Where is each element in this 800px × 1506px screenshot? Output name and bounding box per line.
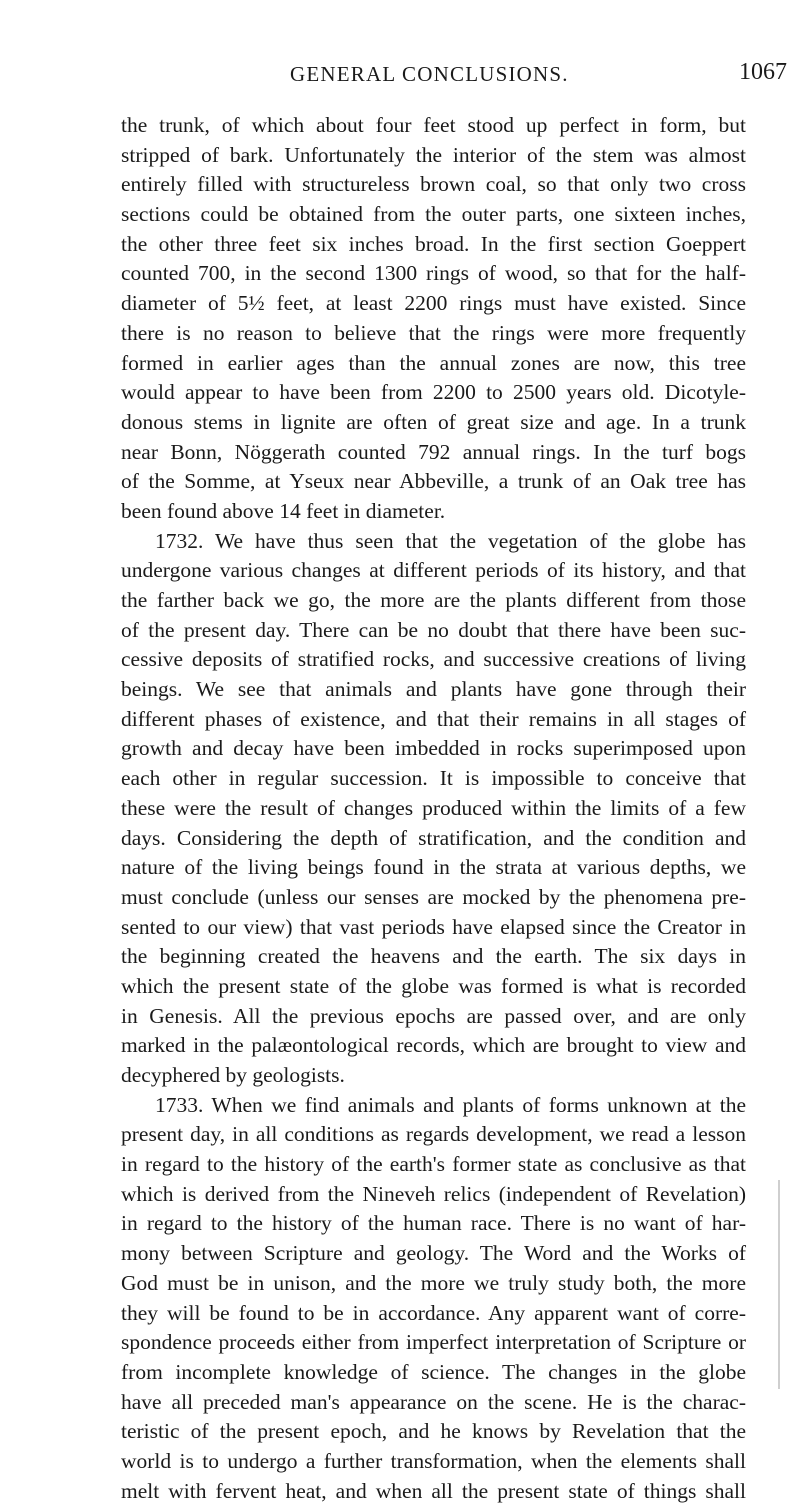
text-line: God must be in unison, and the more we truly study both, the more	[121, 1270, 746, 1295]
text-line: have all preceded man's appearance on the scene. He is the charac-	[121, 1389, 746, 1414]
text-line: would appear to have been from 2200 to 2500 years old. Dicotyle-	[121, 380, 746, 405]
paragraph-end-line: decyphered by geologists.	[121, 1063, 345, 1087]
text-line: of the present day. There can be no doubt that there have been suc-	[121, 617, 746, 642]
text-line: undergone various changes at different periods of its history, and that	[121, 558, 746, 583]
text-line: mony between Scripture and geology. The Word and the Works of	[121, 1241, 746, 1266]
text-line: in Genesis. All the previous epochs are passed over, and are only	[121, 1003, 746, 1028]
text-line: spondence proceeds either from imperfect interpretation of Scripture or	[121, 1330, 746, 1355]
text-line: from incomplete knowledge of science. The changes in the globe	[121, 1359, 746, 1384]
text-line: sented to our view) that vast periods have elapsed since the Creator in	[121, 914, 746, 939]
text-line: stripped of bark. Unfortunately the interior of the stem was almost	[121, 142, 746, 167]
text-line: which is derived from the Nineveh relics (independent of Revelation)	[121, 1181, 746, 1206]
text-line: donous stems in lignite are often of great size and age. In a trunk	[121, 409, 746, 434]
text-line: near Bonn, Nöggerath counted 792 annual rings. In the turf bogs	[121, 439, 746, 464]
text-line: of the Somme, at Yseux near Abbeville, a trunk of an Oak tree has	[121, 469, 746, 494]
text-line: world is to undergo a further transformation, when the elements shall	[121, 1448, 746, 1473]
text-line: marked in the palæontological records, which are brought to view and	[121, 1033, 746, 1058]
text-line: must conclude (unless our senses are mocked by the phenomena pre-	[121, 884, 746, 909]
text-line: days. Considering the depth of stratification, and the condition and	[121, 825, 746, 850]
text-line: melt with fervent heat, and when all the present state of things shall	[121, 1478, 746, 1503]
text-line: sections could be obtained from the outer parts, one sixteen inches,	[121, 202, 746, 227]
text-line: different phases of existence, and that their remains in all stages of	[121, 706, 746, 731]
text-line: in regard to the history of the human race. There is no want of har-	[121, 1211, 746, 1236]
text-line: growth and decay have been imbedded in rocks superimposed upon	[121, 736, 746, 761]
text-line: counted 700, in the second 1300 rings of wood, so that for the half-	[121, 261, 746, 286]
page-number: 1067	[739, 59, 787, 85]
text-line: teristic of the present epoch, and he knows by Revelation that the	[121, 1419, 746, 1444]
text-line: the farther back we go, the more are the plants different from those	[121, 588, 746, 612]
body-text	[121, 111, 746, 1506]
text-line: there is no reason to believe that the rings were more frequently	[121, 320, 746, 345]
text-line: in regard to the history of the earth's former state as conclusive as that	[121, 1152, 746, 1177]
paragraph-end-line: been found above 14 feet in diameter.	[121, 498, 446, 523]
text-line: which the present state of the globe was formed is what is recorded	[121, 973, 746, 998]
text-line: entirely filled with structureless brown coal, so that only two cross	[121, 172, 746, 197]
text-line: these were the result of changes produced within the limits of a few	[121, 795, 746, 820]
paragraph-1732-start: 1732. We have thus seen that the vegetation of the globe has	[155, 528, 746, 553]
text-line: present day, in all conditions as regards development, we read a lesson	[121, 1122, 746, 1147]
text-line: beings. We see that animals and plants have gone through their	[121, 677, 746, 702]
text-line: formed in earlier ages than the annual zones are now, this tree	[121, 350, 746, 375]
text-line: they will be found to be in accordance. Any apparent want of corre-	[121, 1300, 746, 1325]
text-line: cessive deposits of stratified rocks, and successive creations of living	[121, 647, 746, 672]
paragraph-1733-start: 1733. When we find animals and plants of forms unknown at the	[155, 1092, 746, 1117]
text-line: diameter of 5½ feet, at least 2200 rings must have existed. Since	[121, 291, 746, 316]
text-line: the beginning created the heavens and the earth. The six days in	[121, 944, 746, 969]
text-line: the trunk, of which about four feet stood up perfect in form, but	[121, 113, 746, 137]
text-line: the other three feet six inches broad. In the first section Goeppert	[121, 231, 746, 256]
page-header	[0, 59, 800, 92]
scan-edge-line	[778, 1180, 780, 1389]
running-head: GENERAL CONCLUSIONS.	[290, 62, 569, 86]
text-line: each other in regular succession. It is impossible to conceive that	[121, 766, 746, 791]
text-line: nature of the living beings found in the strata at various depths, we	[121, 855, 746, 880]
